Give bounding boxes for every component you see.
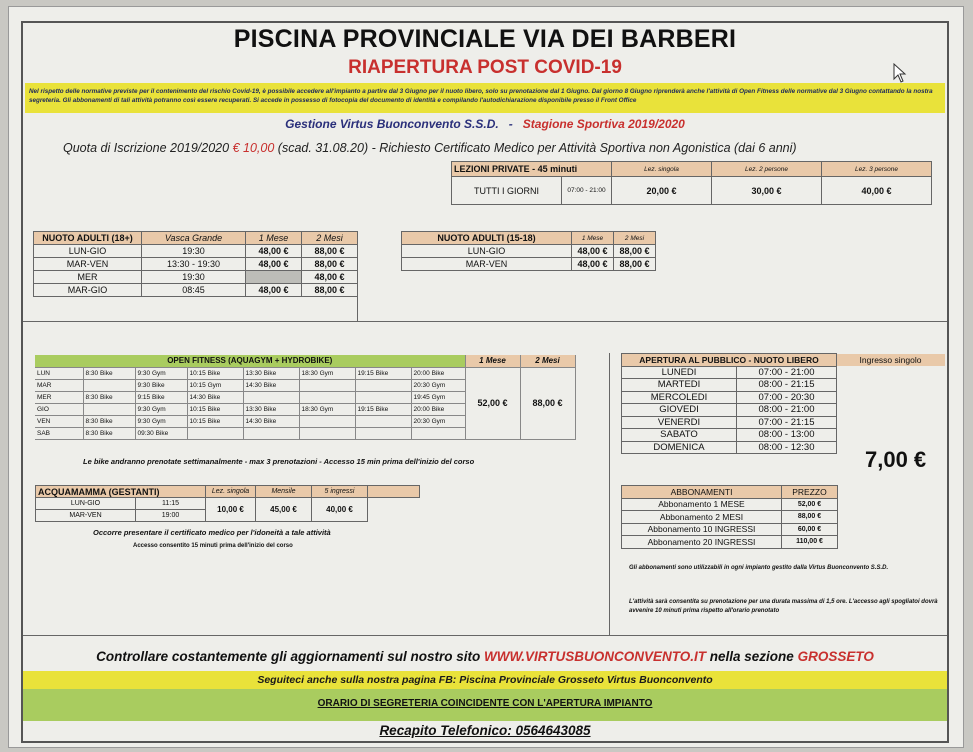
- openfit-cell: 9:30 Gym: [135, 367, 187, 379]
- abb-name: Abbonamento 1 MESE: [622, 498, 782, 511]
- openfit-title: OPEN FITNESS (AQUAGYM + HYDROBIKE): [35, 355, 465, 367]
- adulti-col1: Vasca Grande: [142, 232, 246, 245]
- lezioni-title: LEZIONI PRIVATE - 45 minuti: [452, 162, 612, 177]
- covid-notice: Nel rispetto delle normative previste per il contenimento del rischio Covid-19, è possibile accedere all'impianto a partire dal 3 Giugno per il nuoto libero, solo su prenotazione dal 1 Giugno. Dal giorno 8 Giugno riprenderà anche l'attività di Open Fitness delle normative dal 3 Giugno contattando la nostra segreteria. Gli abbonamenti di tali attività potranno così essere recuperati. Si accede in possesso di fotocopia del documento di identità e compilando l'autodichiarazione disponibile presso il Front Office: [25, 83, 945, 113]
- acqua-blank-header: [368, 486, 420, 498]
- adulti-day: MER: [34, 271, 142, 284]
- apertura-day: MERCOLEDI: [622, 391, 737, 404]
- lezioni-price3: 40,00 €: [822, 177, 932, 205]
- adulti15-m1: 48,00 €: [572, 258, 614, 271]
- openfit-cell: [187, 427, 243, 439]
- adulti-m1: 48,00 €: [246, 258, 302, 271]
- adulti-col2: 1 Mese: [246, 232, 302, 245]
- openfit-note: Le bike andranno prenotate settimanalmente - max 3 prenotazioni - Accesso 15 min prima dell'inizio del corso: [83, 457, 475, 466]
- apertura-col: Ingresso singolo: [837, 354, 945, 367]
- seguiteci-line: Seguiteci anche sulla nostra pagina FB: Piscina Provinciale Grosseto Virtus Buonconvento: [23, 671, 947, 689]
- nuoto-adulti-table: [33, 231, 358, 297]
- openfit-cell: [83, 379, 135, 391]
- abb-price: 52,00 €: [782, 498, 838, 511]
- openfit-cell: [243, 427, 299, 439]
- ingresso-singolo-price: 7,00 €: [865, 447, 927, 472]
- openfit-day: MER: [35, 391, 83, 403]
- orario-banner: [23, 689, 947, 721]
- adulti15-m2: 88,00 €: [614, 258, 656, 271]
- lezioni-col2: Lez. 2 persone: [712, 162, 822, 177]
- openfit-cell: [299, 415, 355, 427]
- adulti-time: 19:30: [142, 271, 246, 284]
- adulti15-col2: 2 Mesi: [614, 232, 656, 245]
- acqua-price3: 40,00 €: [312, 498, 368, 522]
- openfit-cell: 20:30 Gym: [411, 415, 465, 427]
- openfit-cell: 9:30 Gym: [135, 403, 187, 415]
- divider-line: [357, 231, 358, 321]
- table-row: [34, 245, 358, 258]
- abb-price: 60,00 €: [782, 523, 838, 536]
- acqua-note1: Occorre presentare il certificato medico per l'idoneità a tale attività: [93, 528, 331, 537]
- table-row: [622, 391, 945, 404]
- openfit-cell: [243, 391, 299, 403]
- lezioni-col3: Lez. 3 persone: [822, 162, 932, 177]
- openfit-cell: 8:30 Bike: [83, 391, 135, 403]
- apertura-hours: 08:00 - 21:00: [737, 404, 837, 417]
- table-row: [34, 271, 358, 284]
- acqua-day: LUN-GIO: [36, 498, 136, 510]
- acqua-col3: 5 ingressi: [312, 486, 368, 498]
- table-row: [36, 498, 420, 510]
- lezioni-price1: 20,00 €: [612, 177, 712, 205]
- adulti-time: 19:30: [142, 245, 246, 258]
- abb-price: 88,00 €: [782, 511, 838, 524]
- openfit-price1: 52,00 €: [465, 367, 520, 439]
- abb-name: Abbonamento 10 INGRESSI: [622, 523, 782, 536]
- page-subtitle: RIAPERTURA POST COVID-19: [348, 57, 622, 78]
- apertura-empty: [837, 366, 945, 379]
- openfit-cell: 9:15 Bike: [135, 391, 187, 403]
- apertura-empty: [837, 391, 945, 404]
- acquamamma-table: [35, 485, 420, 522]
- lezioni-price2: 30,00 €: [712, 177, 822, 205]
- apertura-hours: 08:00 - 13:00: [737, 429, 837, 442]
- openfit-cell: 20:00 Bike: [411, 367, 465, 379]
- openfit-cell: [299, 379, 355, 391]
- controllare-pre: Controllare costantemente gli aggiornamenti sul nostro sito: [96, 649, 481, 664]
- openfit-cell: 14:30 Bike: [243, 415, 299, 427]
- acqua-blank: [368, 498, 420, 522]
- apertura-day: VENERDI: [622, 416, 737, 429]
- apertura-day: DOMENICA: [622, 441, 737, 454]
- openfit-cell: 10:15 Bike: [187, 415, 243, 427]
- acqua-col2: Mensile: [256, 486, 312, 498]
- apertura-hours: 08:00 - 21:15: [737, 379, 837, 392]
- table-row: [622, 416, 945, 429]
- openfit-day: LUN: [35, 367, 83, 379]
- nuoto-adulti-15-table: [401, 231, 656, 271]
- acqua-day: MAR-VEN: [36, 510, 136, 522]
- adulti-time: 13:30 - 19:30: [142, 258, 246, 271]
- lezioni-col1: Lez. singola: [612, 162, 712, 177]
- openfit-cell: 10:15 Bike: [187, 403, 243, 415]
- lezioni-hours: 07:00 - 21:00: [562, 177, 612, 205]
- quota-price: € 10,00: [232, 141, 275, 155]
- adulti15-day: MAR-VEN: [402, 258, 572, 271]
- adulti-m2: 88,00 €: [302, 284, 358, 297]
- openfit-cell: 09:30 Bike: [135, 427, 187, 439]
- open-fitness-table: [35, 355, 576, 440]
- adulti-time: 08:45: [142, 284, 246, 297]
- acqua-title: ACQUAMAMMA (GESTANTI): [36, 486, 206, 498]
- abb-name: Abbonamento 20 INGRESSI: [622, 536, 782, 549]
- openfit-day: MAR: [35, 379, 83, 391]
- adulti15-m2: 88,00 €: [614, 245, 656, 258]
- quota-pre: Quota di Iscrizione 2019/2020: [63, 141, 230, 155]
- table-row: [622, 379, 945, 392]
- adulti-m1: 48,00 €: [246, 245, 302, 258]
- page-title: PISCINA PROVINCIALE VIA DEI BARBERI: [233, 25, 737, 53]
- acqua-time: 11:15: [136, 498, 206, 510]
- apertura-hours: 08:00 - 12:30: [737, 441, 837, 454]
- table-row: [622, 523, 838, 536]
- openfit-day: SAB: [35, 427, 83, 439]
- gestione-line: [23, 117, 947, 131]
- abb-price: 110,00 €: [782, 536, 838, 549]
- adulti15-m1: 48,00 €: [572, 245, 614, 258]
- adulti-m2: 88,00 €: [302, 245, 358, 258]
- openfit-cell: 19:45 Gym: [411, 391, 465, 403]
- adulti15-col1: 1 Mese: [572, 232, 614, 245]
- apertura-day: MARTEDI: [622, 379, 737, 392]
- table-row: [622, 366, 945, 379]
- apertura-day: GIOVEDI: [622, 404, 737, 417]
- section-name: GROSSETO: [797, 649, 874, 664]
- table-row: [622, 511, 838, 524]
- table-row: [622, 404, 945, 417]
- paper-sheet: [8, 6, 964, 748]
- openfit-cell: [299, 391, 355, 403]
- openfit-cell: 20:30 Gym: [411, 379, 465, 391]
- openfit-cell: 18:30 Gym: [299, 403, 355, 415]
- openfit-cell: 8:30 Bike: [83, 367, 135, 379]
- openfit-cell: [355, 379, 411, 391]
- site-link[interactable]: WWW.VIRTUSBUONCONVENTO.IT: [483, 649, 706, 664]
- apertura-empty: [837, 404, 945, 417]
- mouse-pointer-icon: [893, 63, 907, 83]
- table-row: [34, 284, 358, 297]
- adulti-m1: [246, 271, 302, 284]
- apertura-empty: [837, 429, 945, 442]
- table-row: [35, 367, 575, 379]
- orario-text: ORARIO DI SEGRETERIA COINCIDENTE CON L'APERTURA IMPIANTO: [317, 698, 653, 709]
- acqua-col1: Lez. singola: [206, 486, 256, 498]
- adulti-m2: 48,00 €: [302, 271, 358, 284]
- openfit-cell: 13:30 Bike: [243, 367, 299, 379]
- openfit-cell: 14:30 Bike: [187, 391, 243, 403]
- abb-title: ABBONAMENTI: [622, 486, 782, 499]
- abb-col: PREZZO: [782, 486, 838, 499]
- gestione-dash: -: [508, 117, 513, 131]
- acqua-price1: 10,00 €: [206, 498, 256, 522]
- openfit-cell: [355, 391, 411, 403]
- openfit-cell: [299, 427, 355, 439]
- abb-note1: Gli abbonamenti sono utilizzabili in ogni impianto gestito dalla Virtus Buonconvento S.S.D.: [629, 565, 889, 571]
- table-row: [34, 258, 358, 271]
- divider-line: [23, 635, 947, 636]
- adulti-day: LUN-GIO: [34, 245, 142, 258]
- divider-line: [609, 353, 610, 635]
- apertura-empty: [837, 379, 945, 392]
- apertura-table: [621, 353, 945, 454]
- openfit-cell: 20:00 Bike: [411, 403, 465, 415]
- openfit-cell: 10:15 Gym: [187, 379, 243, 391]
- openfit-cell: 13:30 Bike: [243, 403, 299, 415]
- quota-line: [63, 141, 797, 155]
- openfit-day: VEN: [35, 415, 83, 427]
- table-row: [622, 429, 945, 442]
- quota-post: (scad. 31.08.20) - Richiesto Certificato Medico per Attività Sportiva non Agonistica (dai 6 anni): [277, 141, 797, 155]
- openfit-day: GIO: [35, 403, 83, 415]
- apertura-hours: 07:00 - 20:30: [737, 391, 837, 404]
- openfit-cell: [411, 427, 465, 439]
- adulti-title: NUOTO ADULTI (18+): [34, 232, 142, 245]
- apertura-day: SABATO: [622, 429, 737, 442]
- acqua-time: 19:00: [136, 510, 206, 522]
- controllare-line: [23, 649, 947, 664]
- poster-frame: [21, 21, 949, 743]
- apertura-hours: 07:00 - 21:00: [737, 366, 837, 379]
- openfit-cell: 19:15 Bike: [355, 367, 411, 379]
- adulti-m2: 88,00 €: [302, 258, 358, 271]
- openfit-price2: 88,00 €: [520, 367, 575, 439]
- openfit-col2: 2 Mesi: [520, 355, 575, 367]
- abb-note2: L'attività sarà consentita su prenotazione per una durata massima di 1,5 ore. L'accesso agli spogliatoi dovrà avvenire 10 minuti prima rispetto all'orario prenotato: [629, 599, 938, 614]
- table-row: [402, 245, 656, 258]
- abb-name: Abbonamento 2 MESI: [622, 511, 782, 524]
- apertura-empty: [837, 416, 945, 429]
- acqua-note2: Accesso consentito 15 minuti prima dell'inizio del corso: [133, 543, 293, 549]
- openfit-cell: 14:30 Bike: [243, 379, 299, 391]
- apertura-hours: 07:00 - 21:15: [737, 416, 837, 429]
- openfit-cell: 19:15 Bike: [355, 403, 411, 415]
- adulti-day: MAR-GIO: [34, 284, 142, 297]
- apertura-day: LUNEDI: [622, 366, 737, 379]
- openfit-cell: 10:15 Bike: [187, 367, 243, 379]
- acqua-price2: 45,00 €: [256, 498, 312, 522]
- adulti-m1: 48,00 €: [246, 284, 302, 297]
- adulti-col3: 2 Mesi: [302, 232, 358, 245]
- openfit-cell: 18:30 Gym: [299, 367, 355, 379]
- openfit-cell: [83, 403, 135, 415]
- openfit-col1: 1 Mese: [465, 355, 520, 367]
- adulti15-title: NUOTO ADULTI (15-18): [402, 232, 572, 245]
- lezioni-days: TUTTI I GIORNI: [452, 177, 562, 205]
- openfit-cell: [355, 415, 411, 427]
- openfit-cell: [355, 427, 411, 439]
- table-row: [622, 536, 838, 549]
- adulti15-day: LUN-GIO: [402, 245, 572, 258]
- divider-line: [23, 321, 947, 322]
- apertura-title: APERTURA AL PUBBLICO - NUOTO LIBERO: [622, 354, 837, 367]
- openfit-cell: 8:30 Bike: [83, 415, 135, 427]
- lezioni-private-table: [451, 161, 932, 205]
- abbonamenti-table: [621, 485, 838, 549]
- gestione-text: Gestione Virtus Buonconvento S.S.D.: [285, 117, 499, 131]
- recapito-line: Recapito Telefonico: 0564643085: [379, 723, 591, 738]
- table-row: [402, 258, 656, 271]
- table-row: [622, 498, 838, 511]
- stagione-text: Stagione Sportiva 2019/2020: [522, 117, 685, 131]
- openfit-cell: 9:30 Bike: [135, 379, 187, 391]
- controllare-mid: nella sezione: [709, 649, 794, 664]
- openfit-cell: 8:30 Bike: [83, 427, 135, 439]
- adulti-day: MAR-VEN: [34, 258, 142, 271]
- openfit-cell: 9:30 Gym: [135, 415, 187, 427]
